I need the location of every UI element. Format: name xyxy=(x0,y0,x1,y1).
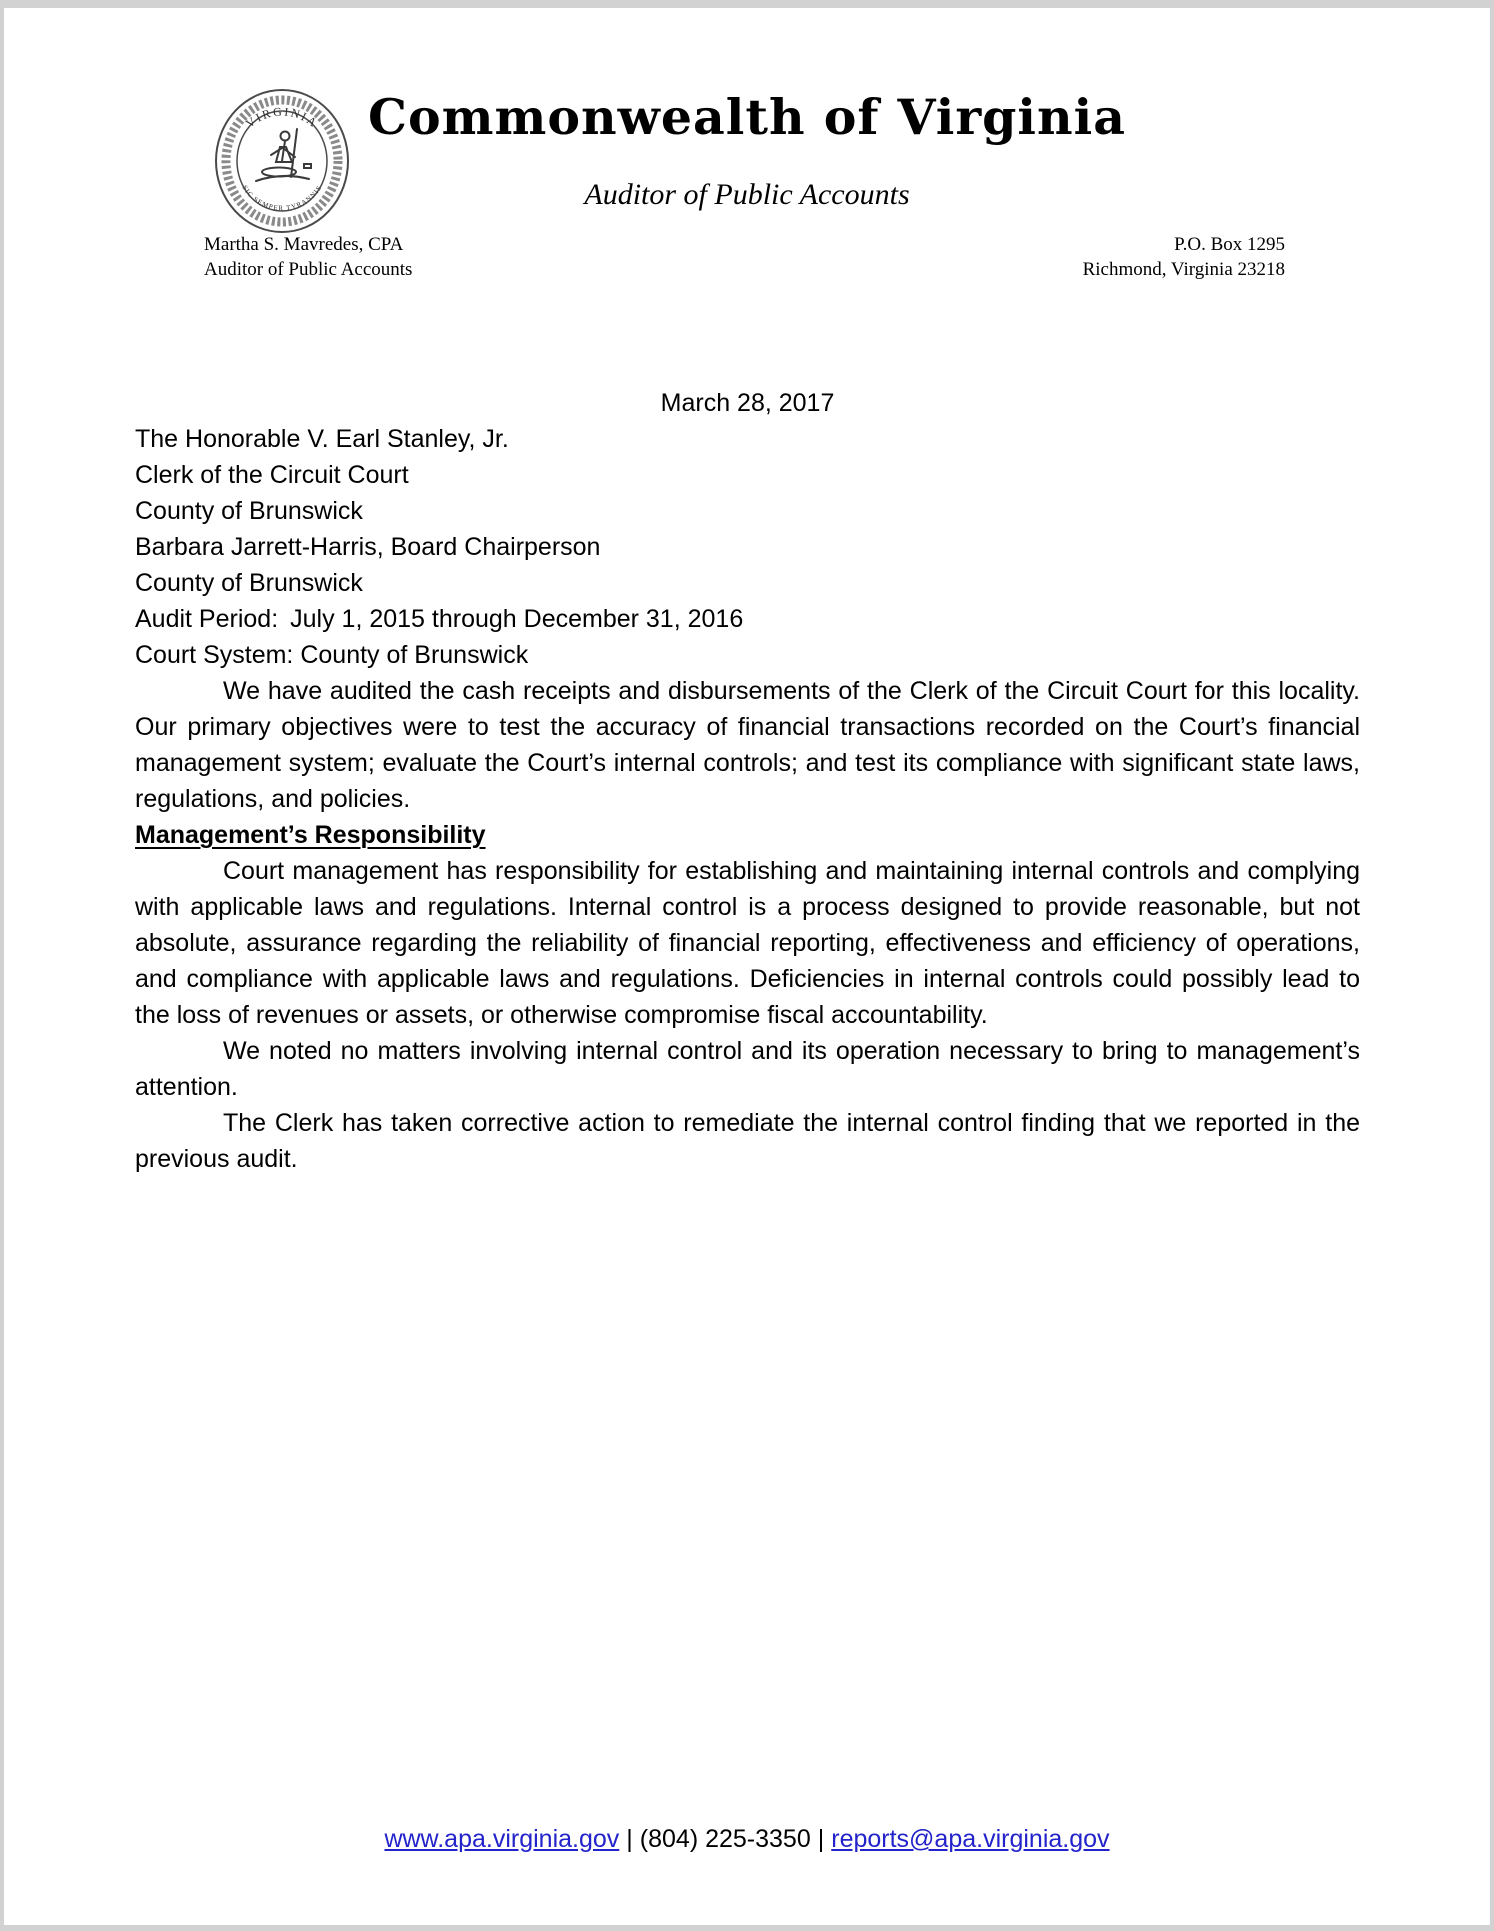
recipient-name: The Honorable V. Earl Stanley, Jr. xyxy=(135,425,509,453)
auditor-name: Martha S. Mavredes, CPA xyxy=(204,234,404,255)
court-system-label: Court System: xyxy=(135,641,294,669)
letter-footer xyxy=(4,1825,1490,1854)
audit-period-label: Audit Period: xyxy=(135,605,279,633)
recipient-block-chairperson xyxy=(135,529,1360,601)
recipient-locality: County of Brunswick xyxy=(135,569,363,597)
recipient-locality: County of Brunswick xyxy=(135,497,363,525)
letter-date: March 28, 2017 xyxy=(660,389,835,417)
paragraph-audit-scope: We have audited the cash receipts and disbursements of the Clerk of the Circuit Court for this locality. Our primary objectives were to test the accuracy of financial transactions recorded on the Court’s financial management system; evaluate the Court’s internal controls; and test its compliance with significant state laws, regulations, and policies. xyxy=(135,677,1360,813)
paragraph-management-responsibility: Court management has responsibility for establishing and maintaining internal controls and complying with applicable laws and regulations. Internal control is a process designed to provide reasonable, but not absolute, assurance regarding the reliability of financial reporting, effectiveness and efficiency of operations, and compliance with applicable laws and regulations. Deficiencies in internal controls could possibly lead to the loss of revenues or assets, or otherwise compromise fiscal accountability. xyxy=(135,857,1360,1029)
court-system-line xyxy=(135,637,1360,673)
seal-top-text: VIRGINIA xyxy=(242,104,322,131)
footer-separator: | xyxy=(817,1825,825,1853)
footer-separator: | xyxy=(626,1825,633,1853)
letterhead-title: Commonwealth of Virginia xyxy=(368,88,1126,146)
audit-info-block xyxy=(135,601,1360,673)
city-state-zip-line: Richmond, Virginia 23218 xyxy=(1082,259,1285,280)
auditor-name-block xyxy=(204,232,412,282)
letter-body xyxy=(135,385,1360,1177)
seal-bottom-text: SIC SEMPER TYRANNIS xyxy=(240,183,324,213)
auditor-title: Auditor of Public Accounts xyxy=(204,259,413,280)
email-link[interactable]: reports@apa.virginia.gov xyxy=(831,1825,1110,1853)
court-system-value: County of Brunswick xyxy=(300,641,529,669)
recipient-name: Barbara Jarrett-Harris, Board Chairperson xyxy=(135,533,601,561)
audit-period-line xyxy=(135,601,1360,637)
paragraph-corrective-action: The Clerk has taken corrective action to remediate the internal control finding that we reported in the previous audit. xyxy=(135,1109,1360,1173)
audit-period-value: July 1, 2015 through December 31, 2016 xyxy=(290,605,744,633)
office-address-block xyxy=(1083,232,1285,282)
paragraph-no-matters-noted: We noted no matters involving internal control and its operation necessary to bring to management’s attention. xyxy=(135,1037,1360,1101)
letter-page xyxy=(4,8,1490,1925)
po-box-line: P.O. Box 1295 xyxy=(1174,234,1285,255)
section-heading-managements-responsibility: Management’s Responsibility xyxy=(135,821,486,849)
recipient-title: Clerk of the Circuit Court xyxy=(135,461,409,489)
recipient-block-clerk xyxy=(135,421,1360,529)
letterhead-subtitle: Auditor of Public Accounts xyxy=(584,178,910,211)
footer-phone: (804) 225-3350 xyxy=(639,1825,811,1853)
website-link[interactable]: www.apa.virginia.gov xyxy=(384,1825,620,1853)
